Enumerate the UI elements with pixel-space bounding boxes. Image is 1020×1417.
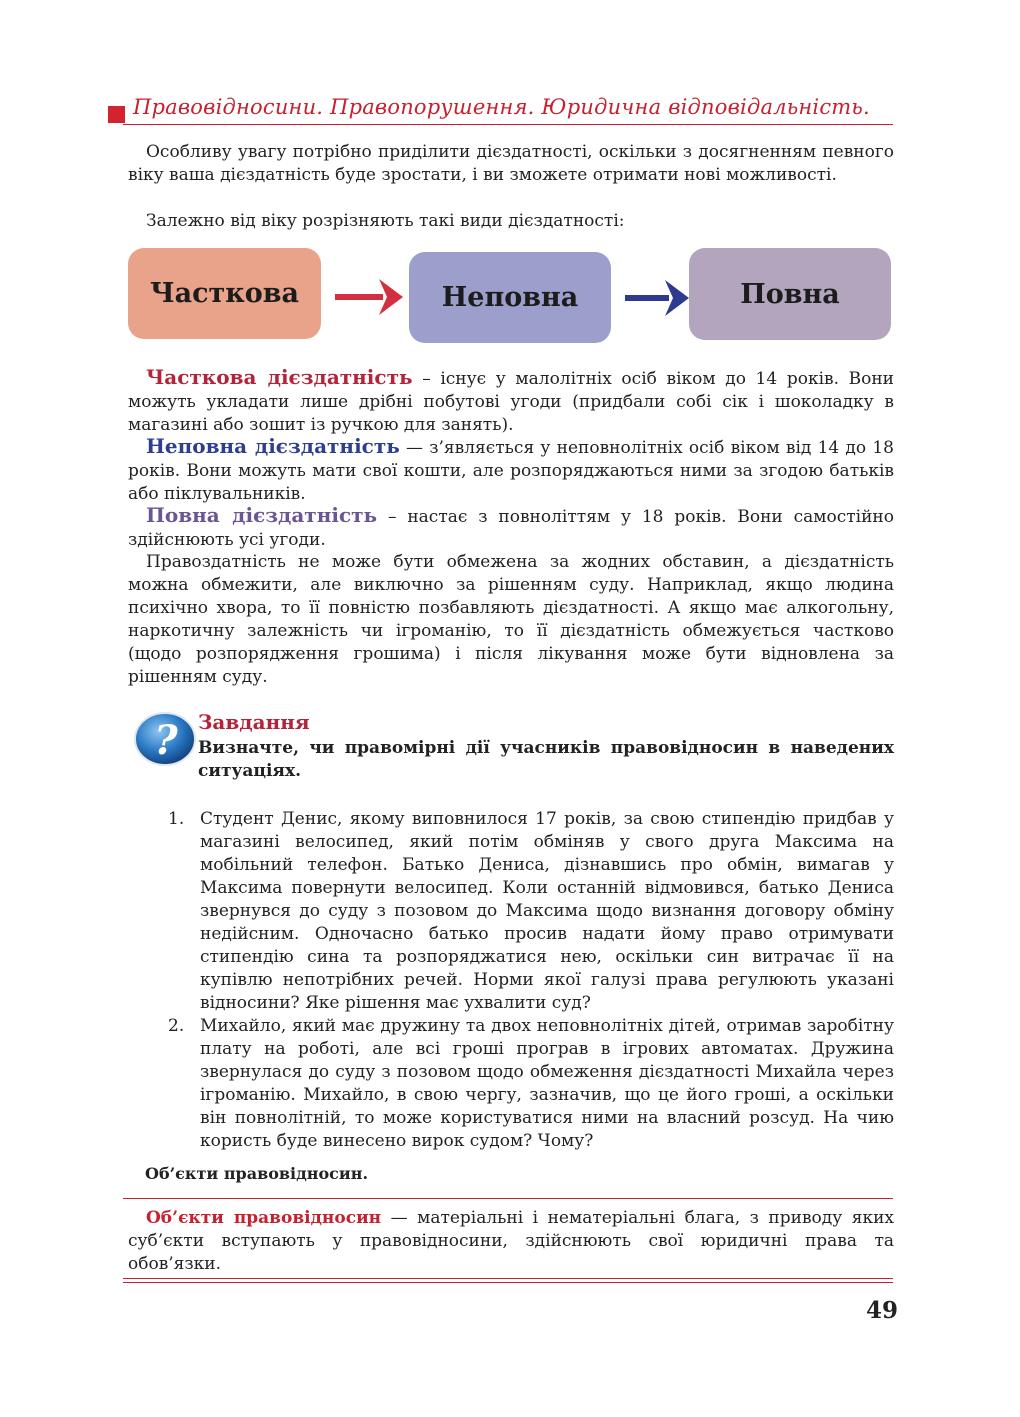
- intro-paragraph-1: Особливу увагу потрібно приділити дієздатності, оскільки з досягненням певного віку ваша дієздатність буде зростати, і ви зможете отримати нові можливості.: [128, 142, 894, 185]
- box-incomplete: [409, 252, 611, 343]
- box-full-label: Повна: [740, 278, 840, 310]
- list-item-number: 2.: [168, 1016, 185, 1036]
- section-rule-bottom-2: [123, 1282, 893, 1283]
- definition-full-text: – настає з повноліттям у 18 років. Вони самостійно здійснюють усі угоди.: [128, 507, 894, 550]
- list-item-number: 1.: [168, 809, 185, 829]
- list-item: [168, 808, 894, 1015]
- intro-paragraph-2: Залежно від віку розрізняють такі види дієздатності:: [146, 211, 625, 231]
- objects-definition-text: — матеріальні і нематеріальні блага, з приводу яких суб’єкти вступають у правовідносини, здійснюють свої юридичні права та обов’язки.: [128, 1208, 894, 1274]
- box-full: [689, 248, 891, 340]
- section-rule-bottom-1: [123, 1278, 893, 1279]
- definition-partial: [128, 366, 894, 437]
- list-item: [168, 1015, 894, 1153]
- term-full: Повна дієздатність: [146, 503, 378, 527]
- definition-incomplete: [128, 435, 894, 506]
- list-item-text: Михайло, який має дружину та двох неповнолітніх дітей, отримав заробітну плату на роботі, але всі гроші програв в ігрових автоматах. Дружина звернулася до суду з позовом щодо обмеження дієздатності Михайла через ігроманію. Михайло, в свою чергу, зазначив, що це його гроші, а оскільки він повнолітній, то може користуватися ними на власний розсуд. На чию користь буде винесено вирок судом? Чому?: [200, 1016, 894, 1151]
- header-rule: [123, 124, 893, 125]
- objects-heading: Об’єкти правовідносин.: [145, 1164, 369, 1183]
- header-marker: [108, 106, 125, 123]
- section-rule-top: [123, 1198, 893, 1199]
- definition-incomplete-text: — з’являється у неповнолітніх осіб віком від 14 до 18 років. Вони можуть мати свої кошти, але розпоряджаються ними за згодою батьків або піклувальників.: [128, 438, 894, 504]
- arrow-right-icon: [623, 278, 691, 318]
- page-header-title: Правовідносини. Правопорушення. Юридична відповідальність.: [133, 95, 870, 119]
- definition-full: [128, 504, 894, 552]
- list-item-text: Студент Денис, якому виповнилося 17 років, за свою стипендію придбав у магазині велосипед, який потім обміняв у свого друга Максима на мобільний телефон. Батько Дениса, дізнавшись про обмін, вимагав у Максима повернути велосипед. Коли останній відмовився, батько Дениса звернувся до суду з позовом до Максима щодо визнання договору обміну недійсним. Одночасно батько просив надати йому право отримувати стипендію сина та розпоряджатися нею, оскільки син витрачає її на купівлю непотрібних речей. Норми якої галузі права регулюють указані відносини? Яке рішення має ухвалити суд?: [200, 809, 894, 1013]
- term-incomplete: Неповна дієздатність: [146, 434, 400, 458]
- box-incomplete-label: Неповна: [441, 282, 579, 313]
- restriction-paragraph: Правоздатність не може бути обмежена за жодних обставин, а дієздатність можна обмежити, але виключно за рішенням суду. Наприклад, якщо людина психічно хвора, то її повністю позбавляють дієздатності. А якщо має алкогольну, наркотичну залежність чи ігроманію, то її дієздатність обмежується частково (щодо розпорядження грошима) і після лікування може бути відновлена за рішенням суду.: [128, 552, 894, 687]
- term-objects: Об’єкти правовідносин: [146, 1208, 382, 1228]
- arrow-right-icon: [333, 277, 405, 317]
- term-partial: Часткова дієздатність: [146, 365, 413, 389]
- objects-definition: [128, 1207, 894, 1276]
- task-heading: Завдання: [198, 710, 310, 734]
- box-partial: [128, 248, 321, 339]
- page-number: 49: [866, 1297, 899, 1324]
- task-question: Визначте, чи правомірні дії учасників правовідносин в наведених ситуаціях.: [198, 738, 894, 781]
- svg-text:?: ?: [154, 717, 178, 764]
- box-partial-label: Часткова: [149, 278, 300, 309]
- question-icon: [133, 710, 199, 766]
- definition-partial-text: – існує у малолітніх осіб віком до 14 років. Вони можуть укладати лише дрібні побутові угоди (придбали собі сік і шоколадку в магазині або зошит із ручкою для занять).: [128, 369, 894, 435]
